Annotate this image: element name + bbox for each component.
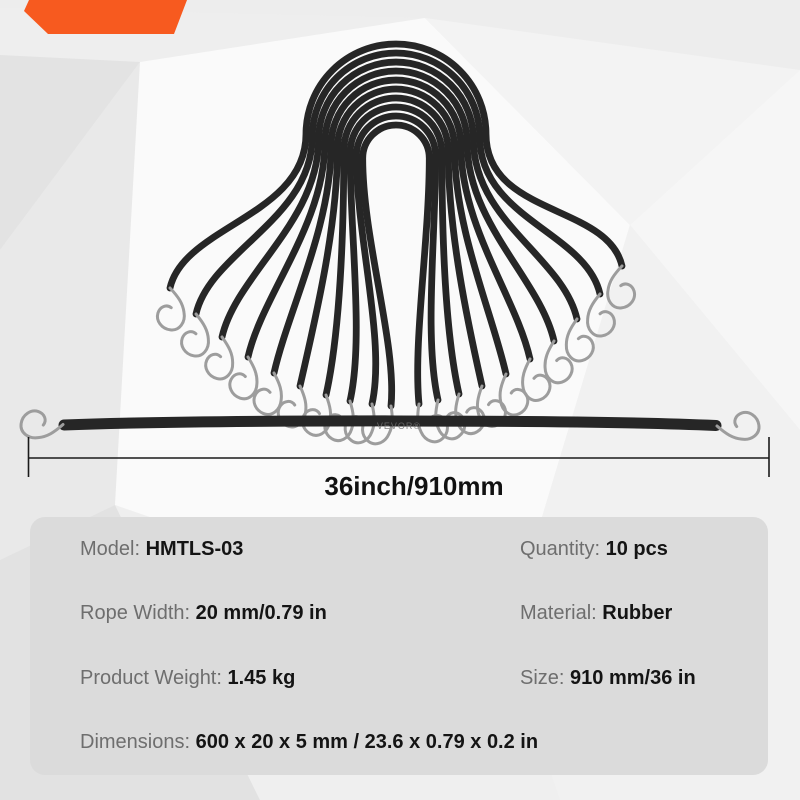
spec-model-value: HMTLS-03	[145, 537, 244, 560]
spec-rope-width-value: 20 mm/0.79 in	[195, 602, 327, 625]
spec-rope-width	[80, 602, 520, 625]
spec-size-label: Size:	[520, 666, 571, 689]
spec-panel	[30, 517, 768, 775]
spec-model-label: Model:	[80, 537, 146, 560]
brand-banner	[24, 0, 187, 34]
spec-product-weight-label: Product Weight:	[80, 666, 228, 689]
spec-dimensions	[80, 731, 768, 754]
spec-size-value: 910 mm/36 in	[570, 666, 696, 689]
spec-product-weight	[80, 667, 520, 690]
spec-size	[520, 667, 768, 690]
spec-dimensions-label: Dimensions:	[80, 731, 196, 754]
spec-quantity-label: Quantity:	[520, 537, 606, 560]
dimension-label: 36inch/910mm	[324, 471, 504, 501]
strap-watermark: VEVOR®	[376, 421, 422, 431]
spec-model	[80, 538, 520, 561]
spec-quantity-value: 10 pcs	[605, 537, 668, 560]
spec-quantity	[520, 538, 768, 561]
spec-product-weight-value: 1.45 kg	[227, 666, 296, 689]
spec-material	[520, 602, 768, 625]
spec-rope-width-label: Rope Width:	[80, 602, 196, 625]
spec-material-value: Rubber	[602, 602, 673, 625]
spec-material-label: Material:	[520, 602, 603, 625]
spec-dimensions-value: 600 x 20 x 5 mm / 23.6 x 0.79 x 0.2 in	[195, 731, 539, 754]
